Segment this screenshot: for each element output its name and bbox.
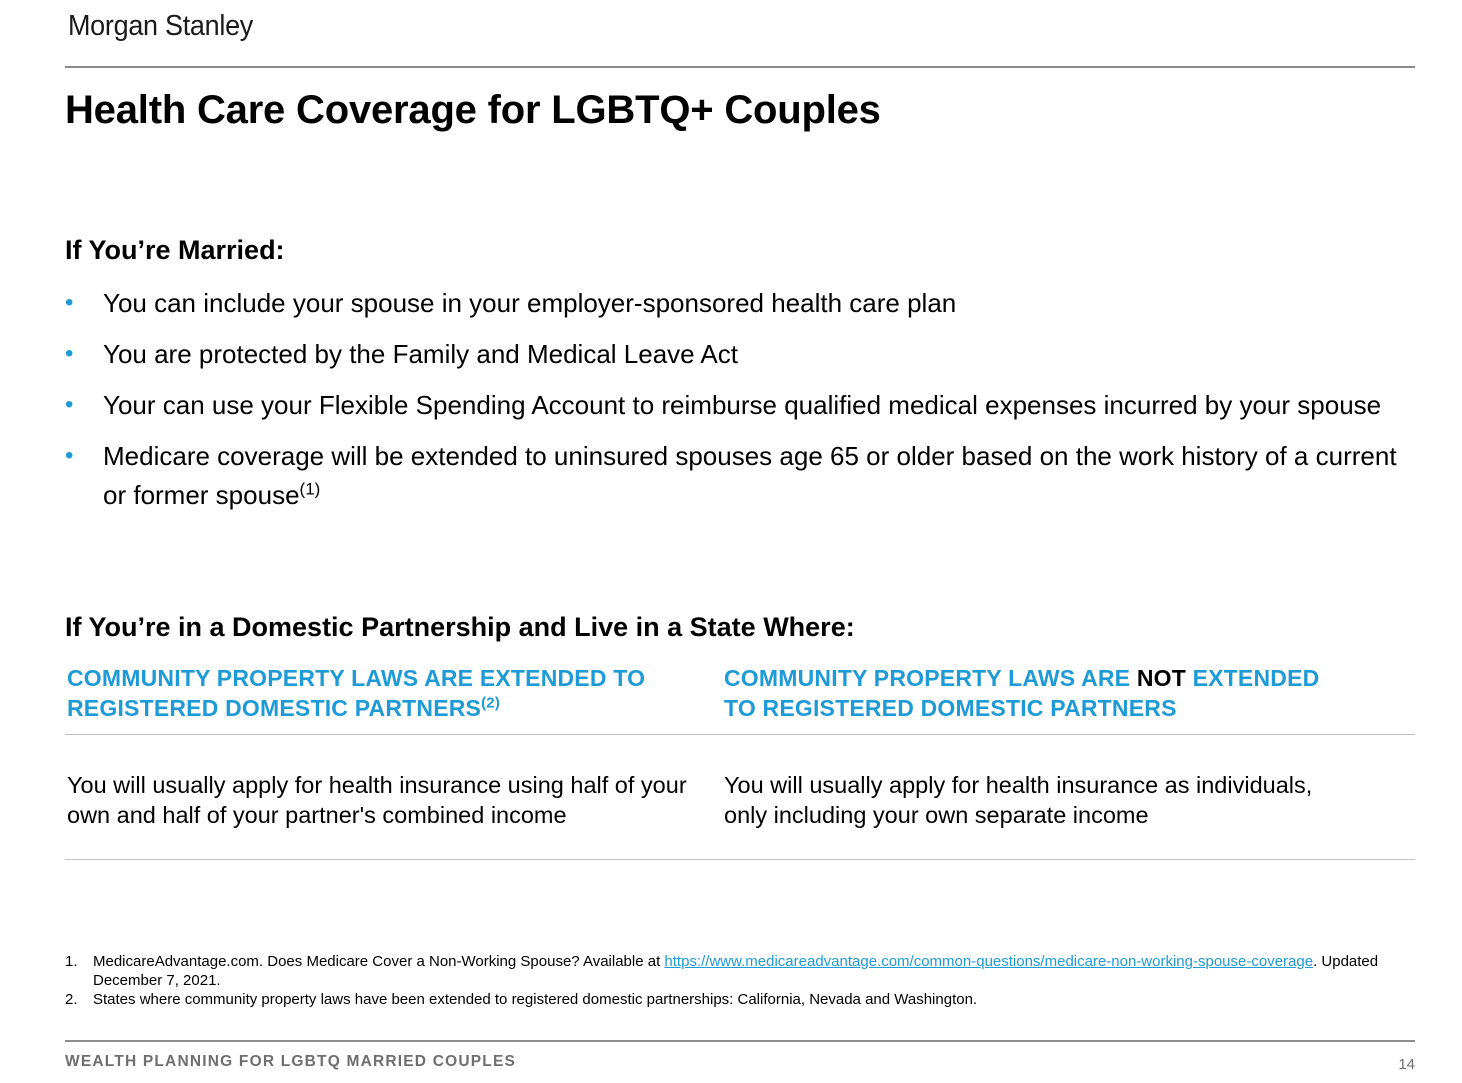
footnote-link[interactable]: https://www.medicareadvantage.com/common-questions/medicare-non-working-spouse-coverage [664, 953, 1314, 970]
married-heading: If You’re Married: [65, 235, 285, 265]
footer-divider [65, 1040, 1415, 1042]
column-heading-not-extended [724, 663, 1344, 723]
bullet-icon: • [65, 289, 74, 316]
bullet-text: You are protected by the Family and Medical Leave Act [103, 339, 738, 369]
column-body-extended: You will usually apply for health insurance using half of your own and half of your partner's combined income [67, 772, 687, 828]
table-divider [65, 859, 1415, 860]
footnote-text: MedicareAdvantage.com. Does Medicare Cover a Non-Working Spouse? Available at [93, 953, 665, 970]
married-bullet-list [65, 284, 1410, 527]
column-body-not-extended: You will usually apply for health insurance as individuals, only including your own separate income [724, 772, 1313, 828]
table-divider [65, 734, 1415, 735]
footnote-item [65, 952, 1405, 990]
bullet-text: You can include your spouse in your employer-sponsored health care plan [103, 288, 957, 318]
bullet-icon: • [65, 391, 74, 418]
brand-logo: Morgan Stanley [68, 10, 253, 42]
bullet-text: Your can use your Flexible Spending Account to reimburse qualified medical expenses incurred by your spouse [103, 390, 1382, 420]
footnote-list [65, 952, 1405, 1009]
footnote-number: 1. [65, 953, 78, 970]
footer-section-title: WEALTH PLANNING FOR LGBTQ MARRIED COUPLES [65, 1053, 517, 1070]
footnote-ref: (2) [481, 694, 501, 712]
list-item [65, 335, 1410, 374]
partnership-heading: If You’re in a Domestic Partnership and Live in a State Where: [65, 612, 855, 642]
header-divider [65, 66, 1415, 68]
column-heading-text: COMMUNITY PROPERTY LAWS ARE EXTENDED TO REGISTERED DOMESTIC PARTNERS [67, 665, 646, 721]
footnote-text: States where community property laws have been extended to registered domestic partnerships: California, Nevada and Washington. [93, 991, 978, 1008]
bullet-text: Medicare coverage will be extended to uninsured spouses age 65 or older based on the work history of a current or former spouse [103, 441, 1397, 510]
footnote-ref: (1) [299, 478, 321, 498]
footnote-number: 2. [65, 991, 78, 1008]
list-item [65, 386, 1410, 425]
list-item [65, 437, 1410, 514]
column-heading-text: EXTENDED TO REGISTERED DOMESTIC PARTNERS [724, 665, 1320, 721]
list-item [65, 284, 1410, 323]
bullet-icon: • [65, 442, 74, 469]
bullet-icon: • [65, 340, 74, 367]
page-title: Health Care Coverage for LGBTQ+ Couples [65, 88, 881, 132]
page-number: 14 [1398, 1056, 1415, 1073]
column-heading-emphasis: NOT [1136, 665, 1186, 691]
footnote-text: . Updated December 7, 2021. [93, 953, 1379, 989]
column-heading-text: COMMUNITY PROPERTY LAWS ARE [724, 665, 1137, 691]
column-heading-extended [67, 663, 687, 723]
footnote-item [65, 990, 1405, 1009]
